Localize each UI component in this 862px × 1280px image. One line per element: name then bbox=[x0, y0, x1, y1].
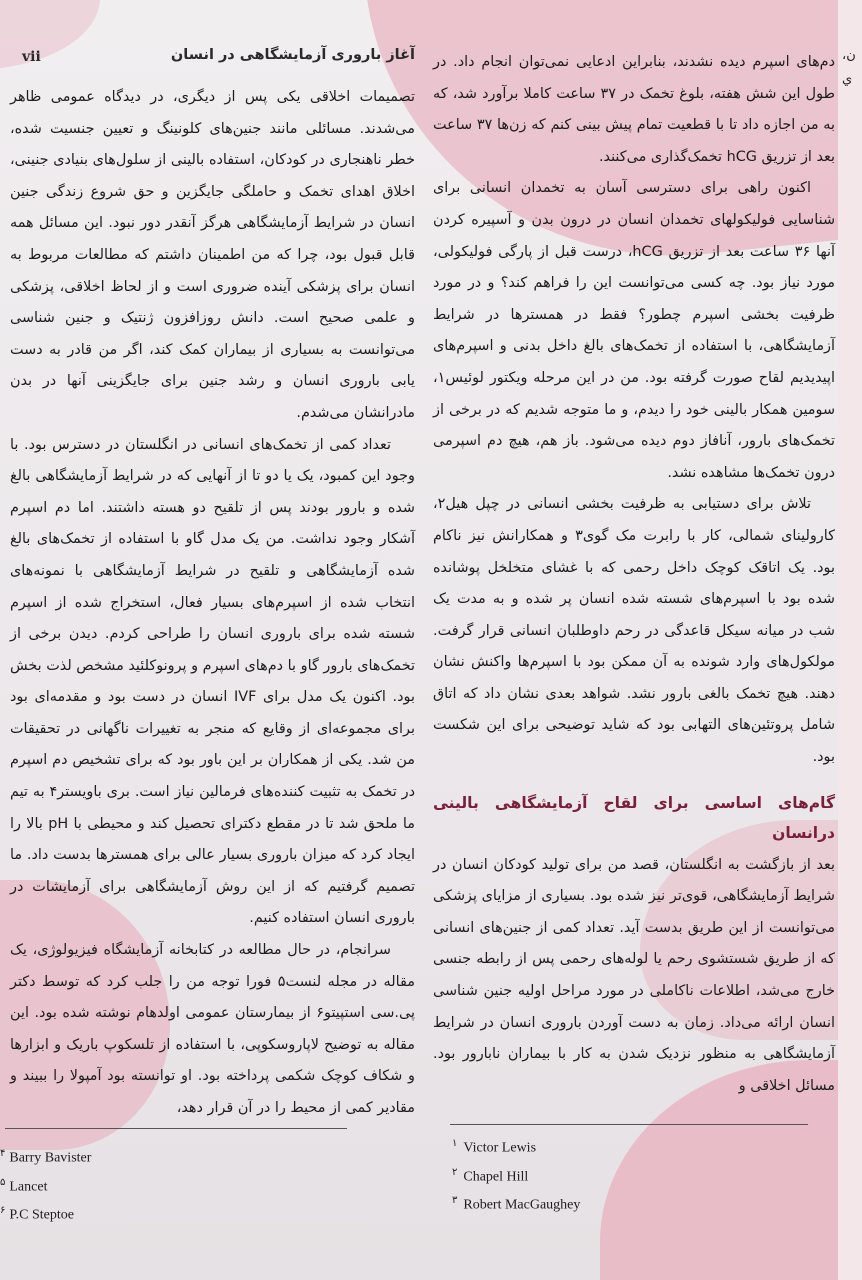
running-title: آغاز باروری آزمایشگاهی در انسان bbox=[170, 47, 415, 63]
footnote-divider-right bbox=[450, 1124, 808, 1125]
text-column-left bbox=[10, 82, 415, 1125]
footnote bbox=[0, 1199, 91, 1228]
paragraph: تلاش برای دستیابی به ظرفیت بخشی انسانی در چپل هیل۲، کارولینای شمالی، کار با رابرت مک گوی۳ و همکارانش نیز ناکام بود. یک اتاقک کوچک داخل رحمی که با غشای متخلخل پوشانده شده بود با اسپرم‌های شسته شده انسان پر شده و به مدت یک شب در میانه سیکل قاعدگی در رحم داوطلبان انسانی قرار گرفت. مولکول‌های وارد شونده به آن ممکن بود با اسپرم‌ها واکنش نشان دهند. هیچ تخمک بالغی بارور نشد. شواهد بعدی نشان داد که اتاق شامل پروتئین‌های التهابی بود که شاید توضیحی برای این شکست بود. bbox=[433, 496, 835, 766]
footnote-text: Victor Lewis bbox=[463, 1140, 537, 1156]
edge-glyph: ي bbox=[842, 72, 853, 87]
footnote bbox=[452, 1189, 580, 1218]
page-number: vii bbox=[22, 49, 41, 65]
edge-glyph: ن، bbox=[842, 48, 856, 63]
footnote-text: Barry Bavister bbox=[9, 1150, 92, 1166]
paragraph: تعداد کمی از تخمک‌های انسانی در انگلستان در دسترس بود. با وجود این کمبود، یک یا دو تا از آنهایی که در شرایط آزمایشگاهی بالغ شده و بارور بودند پس از تلقیح دو هسته داشتند. اما دم اسپرم آشکار وجود نداشت. من یک مدل گاو با استفاده از تخمک‌های بالغ شده آزمایشگاهی و تلقیح در شرایط آزمایشگاهی با نمونه‌های انتخاب شده از اسپرم‌های بسیار فعال، استخراج شده از اسپرم شسته شده برای باروری انسان را طراحی کردم. دیدن برخی از تخمک‌های بارور گاو با دم‌های اسپرم و پرونوکلئید مشخص لذت بخش بود. اکنون یک مدل برای IVF انسان در دست بود و مقدمه‌ای بود برای مجموعه‌ای از وقایع که منجر به تغییرات ناگهانی در تحقیقات من شد. یکی از همکاران بر این باور بود که برای تشخیص دم اسپرم در تخمک به تثبیت کننده‌های فرمالین نیاز است. بری باویستر۴ به تیم ما ملحق شد تا در مقطع دکترای تحصیل کند و محیطی با pH بالا را ایجاد کرد که میزان باروری بسیار عالی برای همسترها بدست داد. ما تصمیم گرفتیم که از این روش آزمایشگاهی برای آزمایشات در باروری انسان استفاده کنیم. bbox=[10, 436, 416, 927]
footnotes-left bbox=[0, 1142, 91, 1228]
running-header bbox=[10, 44, 415, 72]
footnote-marker: ۳ bbox=[452, 1195, 458, 1207]
paragraph: تصمیمات اخلاقی یکی پس از دیگری، در دیدگاه عمومی ظاهر می‌شدند. مسائلی مانند جنین‌های کلونینگ و تعیین جنسیت شده، خطر ناهنجاری در کودکان، استفاده بالینی از سلول‌های بنیادی جنینی، اخلاق اهدای تخمک و حاملگی جایگزین و حق شروع زندگی جنین انسان در شرایط آزمایشگاهی هرگز آنقدر دور نبود. این مسائل همه قابل قبول بود، چرا که من اطمینان داشتم که مطالعات مربوط به انسان برای پزشکی آینده ضروری است و از لحاظ اخلاقی، پزشکی و علمی صحیح است. دانش روزافزون ژنتیک و جنین شناسی می‌توانست به بسیاری از بیماران کمک کند، اگر من قادر به دست یابی باروری انسان و رشد جنین برای جایگزینی آنها در بدن مادرانشان می‌شدم. bbox=[10, 89, 415, 421]
footnote-text: Chapel Hill bbox=[463, 1169, 529, 1185]
paragraph: دم‌های اسپرم دیده نشدند، بنابراین ادعایی نمی‌توان انجام داد. در طول این شش هفته، بلوغ تخمک در ۳۷ ساعت کاملا برآورد شد، که به من اجازه داد تا با قطعیت تمام پیش بینی کنم که زن‌ها ۳۷ ساعت بعد از تزریق hCG تخمک‌گذاری می‌کنند. bbox=[433, 54, 836, 165]
footnote-marker: ۵ bbox=[0, 1176, 6, 1188]
section-heading: گام‌های اساسی برای لقاح آزمایشگاهی بالینی درانسان bbox=[433, 793, 835, 842]
adjacent-page-glyphs bbox=[842, 44, 862, 92]
footnote bbox=[452, 1161, 580, 1190]
footnote-text: Lancet bbox=[9, 1179, 48, 1195]
footnote bbox=[0, 1171, 91, 1200]
footnote-text: P.C Steptoe bbox=[9, 1207, 74, 1223]
footnote-marker: ۲ bbox=[452, 1166, 458, 1178]
footnote bbox=[0, 1142, 91, 1171]
paragraph: بعد از بازگشت به انگلستان، قصد من برای تولید کودکان انسان در شرایط آزمایشگاهی، قوی‌تر نیز شده بود. بسیاری از مزایای پزشکی می‌توانست از این طریق بدست آید. تعداد کمی از جنین‌های انسانی که از طریق شستشوی رحم یا لوله‌های رحمی پس از رابطه جنسی خارج می‌شد، اطلاعات ناکاملی در مورد مراحل اولیه جنین شناسی انسان ارائه می‌داد. زمان به دست آوردن باروری انسان در شرایط آزمایشگاهی به منظور نزدیک شدن به کار با بیماران نابارور بود. مسائل اخلاقی و bbox=[433, 856, 835, 1094]
text-column-right bbox=[433, 47, 835, 1102]
footnote-marker: ۶ bbox=[0, 1205, 6, 1217]
footnote bbox=[452, 1132, 580, 1161]
footnotes-right bbox=[452, 1132, 580, 1218]
footnote-marker: ۴ bbox=[0, 1148, 6, 1159]
paragraph: اکنون راهی برای دسترسی آسان به تخمدان انسانی برای شناسایی فولیکولهای تخمدان انسان در درون بدن و آسپیره کردن آنها ۳۶ ساعت بعد از تزریق hCG، درست قبل از پارگی فولیکولی، مورد نیاز بود. چه کسی می‌توانست این را فراهم کند؟ و در مورد ظرفیت بخشی اسپرم چطور؟ فقط در همسترها در شرایط آزمایشگاهی، با استفاده از تخمک‌های بالغ داخل بدنی و اسپرم‌های اپیدیدیم لقاح صورت گرفته بود. من در این مرحله ویکتور لوئیس۱، سومین همکار بالینی خود را دیدم، و ما متوجه شدیم که در برخی از تخمک‌های بارور، آنافاز دوم دیده می‌شود. باز هم، هیچ دم اسپرمی درون تخمک‌ها مشاهده نشد. bbox=[433, 180, 835, 481]
adjacent-page-edge bbox=[838, 0, 862, 1280]
footnote-divider-left bbox=[5, 1128, 347, 1129]
footnote-text: Robert MacGaughey bbox=[463, 1197, 581, 1213]
paragraph: سرانجام، در حال مطالعه در کتابخانه آزمایشگاه فیزیولوژی، یک مقاله در مجله لنست۵ فورا توجه من را جلب کرد که توسط دکتر پی.سی استپیتو۶ از بیمارستان عمومی اولدهام نوشته شده بود. این مقاله به توضیح لاپاروسکوپی، با استفاده از تلسکوپ باریک و ابزارها و شکاف کوچک شکمی پرداخته بود. او توانسته بود آمپولا را ببیند و مقادیر کمی از محیط را در آن قرار دهد، bbox=[10, 942, 416, 1116]
footnote-marker: ۱ bbox=[452, 1138, 458, 1149]
